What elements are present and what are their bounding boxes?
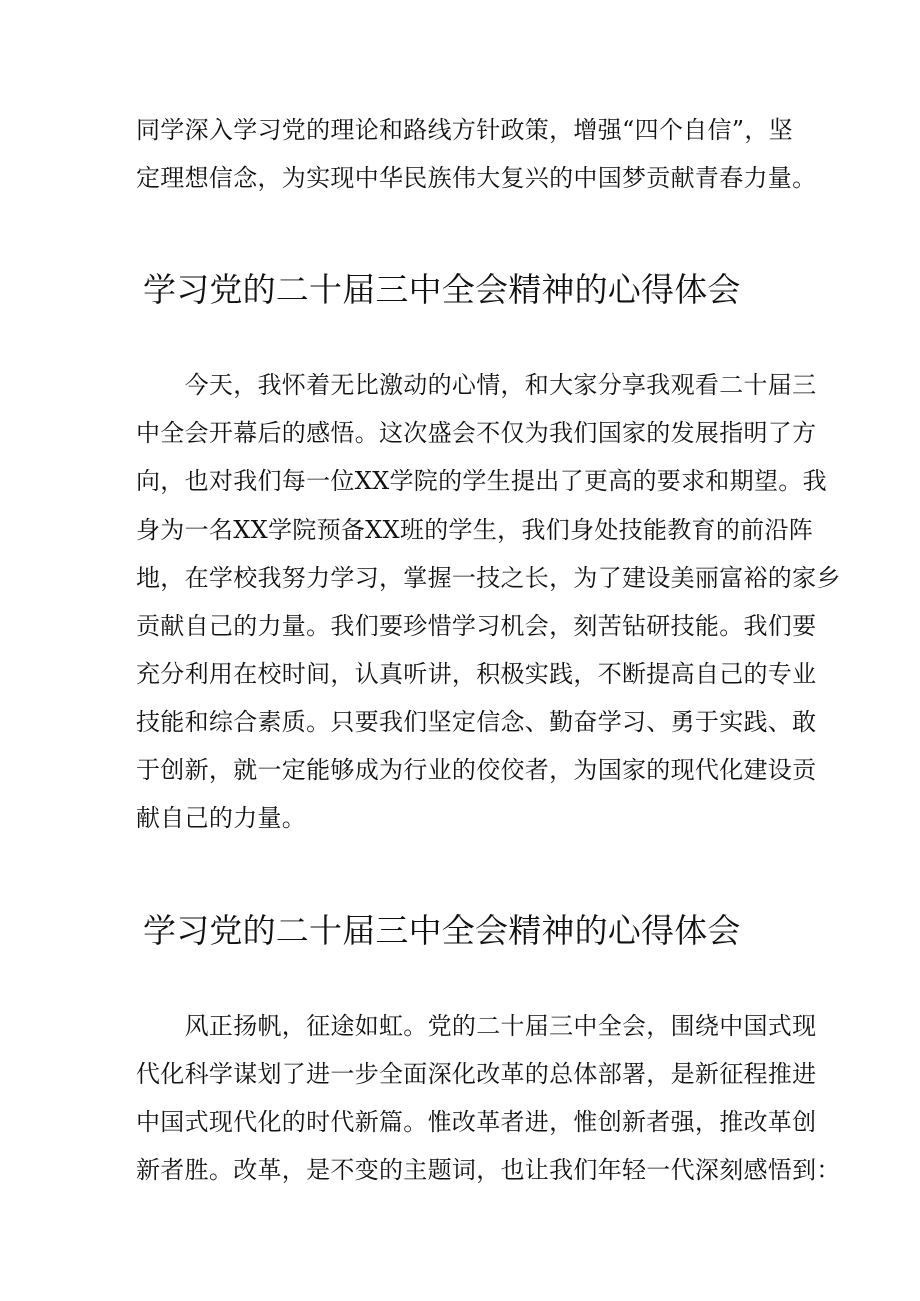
intro-line-2: 定理想信念，为实现中华民族伟大复兴的中国梦贡献青春力量。 [136,164,817,192]
section-2-title: 学习党的二十届三中全会精神的心得体会 [143,911,741,950]
section-2-line-3: 中国式现代化的时代新篇。惟改革者进，惟创新者强，推改革创 [136,1108,817,1136]
section-1-line-4: 身为一名XX学院预备XX班的学生，我们身处技能教育的前沿阵 [136,516,814,544]
section-1-line-5: 地，在学校我努力学习，掌握一技之长，为了建设美丽富裕的家乡 [136,564,841,592]
section-2-line-1: 风正扬帆，征途如虹。党的二十届三中全会，围绕中国式现 [136,1012,817,1040]
section-1-line-9: 于创新，就一定能够成为行业的佼佼者，为国家的现代化建设贡 [136,756,817,784]
section-1-line-10: 献自己的力量。 [136,804,307,832]
section-1-line-8: 技能和综合素质。只要我们坚定信念、勤奋学习、勇于实践、敢 [136,708,817,736]
section-2-line-4: 新者胜。改革，是不变的主题词，也让我们年轻一代深刻感悟到： [136,1156,841,1184]
section-1-title: 学习党的二十届三中全会精神的心得体会 [143,270,741,309]
section-1-line-1: 今天，我怀着无比激动的心情，和大家分享我观看二十届三 [136,371,817,399]
section-1-line-6: 贡献自己的力量。我们要珍惜学习机会，刻苦钻研技能。我们要 [136,612,817,640]
section-1-line-3: 向，也对我们每一位XX学院的学生提出了更高的要求和期望。我 [136,467,827,495]
intro-line-1: 同学深入学习党的理论和路线方针政策，增强“四个自信”，坚 [136,116,793,144]
section-1-line-7: 充分利用在校时间，认真听讲，积极实践，不断提高自己的专业 [136,660,817,688]
section-2-line-2: 代化科学谋划了进一步全面深化改革的总体部署，是新征程推进 [136,1060,817,1088]
section-1-line-2: 中全会开幕后的感悟。这次盛会不仅为我们国家的发展指明了方 [136,419,817,447]
